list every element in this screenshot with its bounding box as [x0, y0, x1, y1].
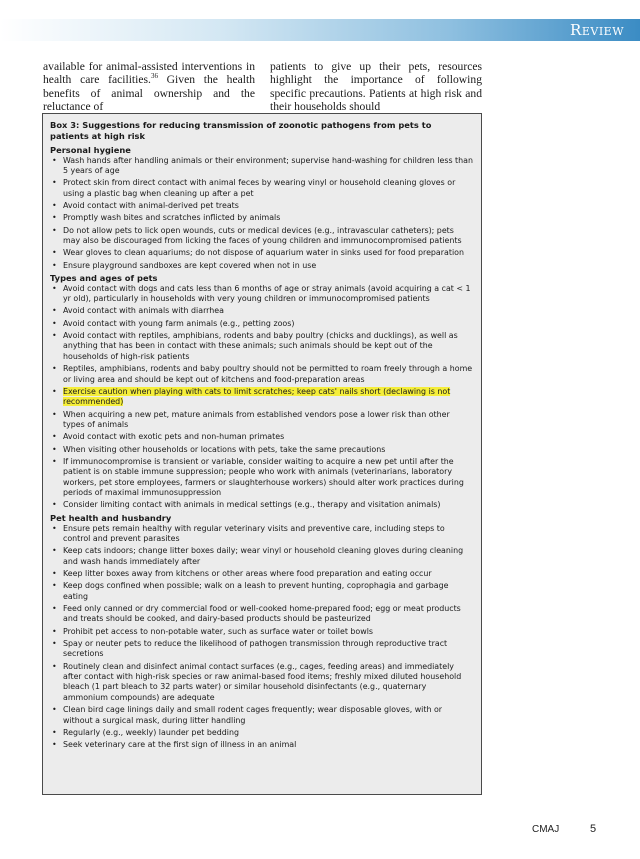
list-item: • Avoid contact with animal-derived pet treats	[50, 201, 473, 211]
list-item: • Wash hands after handling animals or their environment; supervise hand-washing for children less than 5 years of age	[50, 156, 473, 177]
list-item: • Avoid contact with young farm animals (e.g., petting zoos)	[50, 319, 473, 329]
list-pet-health	[50, 524, 473, 751]
list-item: • Avoid contact with dogs and cats less than 6 months of age or stray animals (avoid acquiring a cat < 1 yr old), particularly in households with very young children or immunocompromised patients	[50, 284, 473, 305]
list-personal-hygiene	[50, 156, 473, 271]
list-item: • Promptly wash bites and scratches inflicted by animals	[50, 213, 473, 223]
list-item: • Avoid contact with exotic pets and non-human primates	[50, 432, 473, 442]
list-item: • Keep litter boxes away from kitchens or other areas where food preparation and eating occur	[50, 569, 473, 579]
section-heading-types-and-ages: Types and ages of pets	[50, 272, 158, 283]
list-item-highlighted	[50, 387, 473, 408]
box-3-suggestions	[42, 113, 482, 795]
citation-superscript[interactable]: 36	[150, 72, 158, 81]
list-item: • Consider limiting contact with animals in medical settings (e.g., therapy and visitation animals)	[50, 500, 473, 510]
body-column-left	[43, 60, 255, 113]
list-item: • Keep cats indoors; change litter boxes daily; wear vinyl or household cleaning gloves during cleaning and wash hands immediately after	[50, 546, 473, 567]
list-item: • If immunocompromise is transient or variable, consider waiting to acquire a new pet until after the patient is on stable immune suppression; people who work with animals (veterinarians, laboratory workers, pet store employees, farmers or slaughterhouse workers) should alter work practices during periods of maximal immunosuppression	[50, 457, 473, 499]
list-item: • Feed only canned or dry commercial food or well-cooked home-prepared food; egg or meat products and treats should be cooked, and dairy-based products should be pasteurized	[50, 604, 473, 625]
list-item: • Ensure pets remain healthy with regular veterinary visits and preventive care, including steps to control and prevent parasites	[50, 524, 473, 545]
list-item: • Avoid contact with animals with diarrhea	[50, 306, 473, 316]
list-item: • Do not allow pets to lick open wounds, cuts or medical devices (e.g., intravascular catheters); pets may also be discouraged from licking the faces of young children and immunocompromised patients	[50, 226, 473, 247]
list-item: • When acquiring a new pet, mature animals from established vendors pose a lower risk than other types of animals	[50, 410, 473, 431]
list-item: • Regularly (e.g., weekly) launder pet bedding	[50, 728, 473, 738]
list-item: • Ensure playground sandboxes are kept covered when not in use	[50, 261, 473, 271]
box-title: Box 3: Suggestions for reducing transmission of zoonotic pathogens from pets to patients at high risk	[50, 120, 432, 141]
list-item: • Reptiles, amphibians, rodents and baby poultry should not be permitted to roam freely through a home or living area and should be kept out of kitchens and food-preparation areas	[50, 364, 473, 385]
highlighted-text[interactable]: Exercise caution when playing with cats to limit scratches; keep cats' nails short (declawing is not recommended)	[63, 386, 451, 407]
list-item: • Prohibit pet access to non-potable water, such as surface water or toilet bowls	[50, 627, 473, 637]
footer-page-number: 5	[590, 823, 597, 835]
body-text-left: available for animal-assisted interventions in health care facilities.	[43, 60, 255, 87]
section-heading-pet-health: Pet health and husbandry	[50, 512, 172, 523]
section-heading-personal-hygiene: Personal hygiene	[50, 144, 131, 155]
list-item: • Seek veterinary care at the first sign of illness in an animal	[50, 740, 473, 750]
body-text-left-tail: Given the health benefits of animal ownership and the reluctance of	[43, 73, 255, 113]
list-item: • Avoid contact with reptiles, amphibians, rodents and baby poultry (chicks and ducklings), as well as anything that has been in contact with these animals; such animals should be kept out of the households of high-risk patients	[50, 331, 473, 362]
footer-journal-name: CMAJ	[532, 824, 560, 835]
header-band	[0, 19, 640, 41]
list-item: • When visiting other households or locations with pets, take the same precautions	[50, 445, 473, 455]
list-item: • Keep dogs confined when possible; walk on a leash to prevent hunting, coprophagia and garbage eating	[50, 581, 473, 602]
list-types-and-ages	[50, 284, 473, 511]
list-item: • Wear gloves to clean aquariums; do not dispose of aquarium water in sinks used for food preparation	[50, 248, 473, 258]
list-item: • Clean bird cage linings daily and small rodent cages frequently; wear disposable gloves, with or without a surgical mask, during litter handling	[50, 705, 473, 726]
list-item: • Routinely clean and disinfect animal contact surfaces (e.g., cages, feeding areas) and immediately after contact with high-risk species or raw animal-based food items; freshly mixed diluted household bleach (1 part bleach to 32 parts water) or similar household disinfectants (e.g., quaternary ammonium compounds) are adequate	[50, 662, 473, 704]
body-column-right: patients to give up their pets, resources highlight the importance of following specific precautions. Patients at high risk and their households should	[270, 60, 482, 113]
section-label: Review	[570, 21, 624, 39]
list-item: • Spay or neuter pets to reduce the likelihood of pathogen transmission through reproductive tract secretions	[50, 639, 473, 660]
list-item: • Protect skin from direct contact with animal feces by wearing vinyl or household cleaning gloves or using a plastic bag when cleaning up after a pet	[50, 178, 473, 199]
